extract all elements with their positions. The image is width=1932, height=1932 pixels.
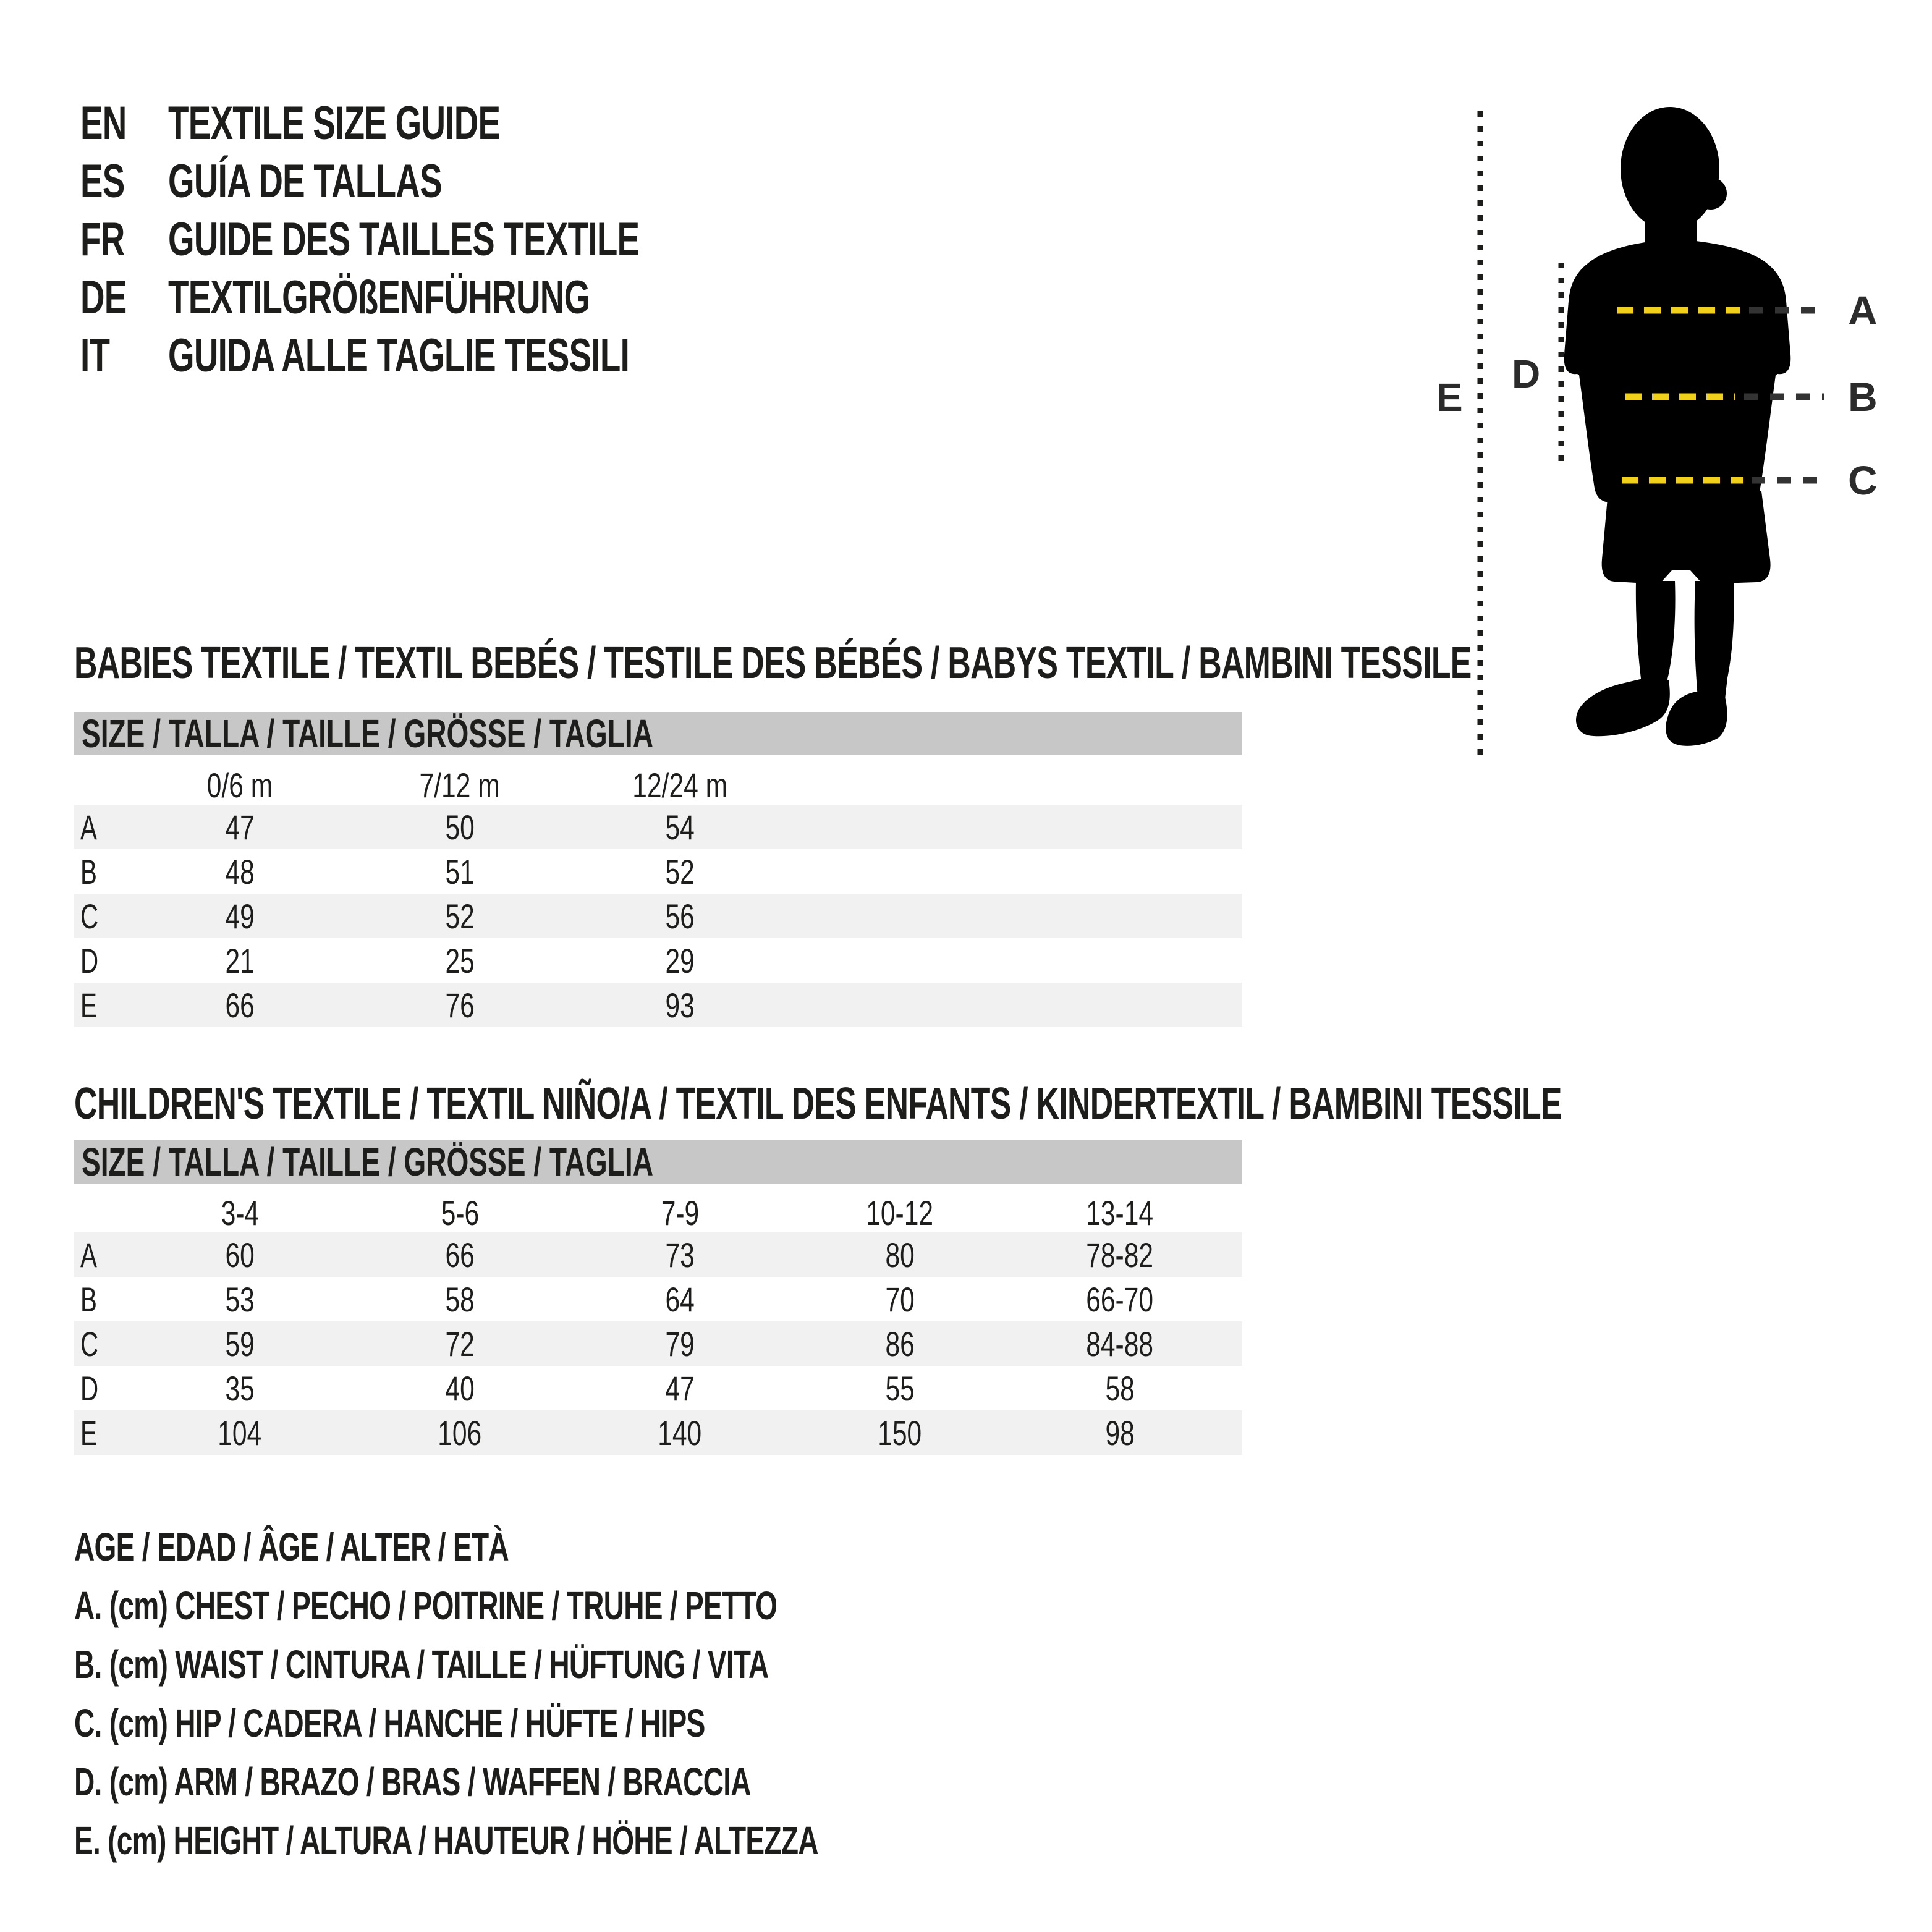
babies-heading-text: BABIES TEXTILE / TEXTIL BEBÉS / TESTILE DES BÉBÉS / BABYS TEXTIL / BAMBINI TESSILE [74, 638, 1472, 688]
children-size-header-text: SIZE / TALLA / TAILLE / GRÖSSE / TAGLIA [82, 1140, 653, 1184]
lang-title-en: TEXTILE SIZE GUIDE [168, 96, 501, 150]
cell-value: 25 [445, 941, 475, 980]
cell-value: 76 [445, 985, 475, 1025]
babies-column-headers [74, 763, 1242, 807]
children-table-row-e [74, 1410, 1242, 1455]
lang-code-fr: FR [80, 213, 125, 266]
cell-value: 104 [218, 1413, 262, 1452]
cell-value: 50 [445, 807, 475, 847]
cell-value: 52 [445, 896, 475, 936]
figure-label-b: B [1848, 374, 1878, 420]
children-column-headers [74, 1190, 1242, 1235]
cell-value: 86 [885, 1324, 915, 1363]
lang-title-it: GUIDA ALLE TAGLIE TESSILI [168, 329, 630, 382]
cell-value: 150 [878, 1413, 922, 1452]
language-title-list [80, 94, 823, 384]
children-table-row-c [74, 1321, 1242, 1366]
row-label: E [80, 1413, 97, 1452]
children-col-10-12: 10-12 [866, 1193, 934, 1232]
cell-value: 84-88 [1086, 1324, 1154, 1363]
cell-value: 80 [885, 1235, 915, 1274]
row-label: D [80, 941, 99, 980]
babies-size-header-text: SIZE / TALLA / TAILLE / GRÖSSE / TAGLIA [82, 711, 653, 756]
cell-value: 93 [665, 985, 695, 1025]
cell-value: 98 [1105, 1413, 1135, 1452]
cell-value: 66-70 [1086, 1279, 1154, 1319]
cell-value: 56 [665, 896, 695, 936]
children-col-7-9: 7-9 [661, 1193, 699, 1232]
lang-row-de [80, 268, 823, 326]
children-size-header-bar [74, 1140, 1242, 1184]
measurement-figure [1391, 59, 1932, 831]
legend-arm: D. (cm) ARM / BRAZO / BRAS / WAFFEN / BRACCIA [74, 1759, 751, 1804]
lang-row-fr [80, 210, 823, 268]
babies-table-row-b [74, 849, 1242, 894]
babies-section-heading [74, 638, 1932, 688]
measurement-legend [74, 1517, 1108, 1870]
cell-value: 106 [438, 1413, 482, 1452]
babies-table-row-c [74, 894, 1242, 938]
lang-code-es: ES [80, 155, 125, 208]
babies-size-header-bar [74, 712, 1242, 755]
lang-title-fr: GUIDE DES TAILLES TEXTILE [168, 213, 640, 266]
row-label: A [80, 807, 97, 847]
cell-value: 58 [445, 1279, 475, 1319]
children-heading-text: CHILDREN'S TEXTILE / TEXTIL NIÑO/A / TEXTIL DES ENFANTS / KINDERTEXTIL / BAMBINI TESSILE [74, 1079, 1562, 1129]
children-col-5-6: 5-6 [441, 1193, 479, 1232]
cell-value: 140 [658, 1413, 702, 1452]
row-label: E [80, 985, 97, 1025]
legend-chest: A. (cm) CHEST / PECHO / POITRINE / TRUHE / PETTO [74, 1583, 777, 1628]
legend-waist: B. (cm) WAIST / CINTURA / TAILLE / HÜFTUNG / VITA [74, 1642, 769, 1687]
cell-value: 70 [885, 1279, 915, 1319]
cell-value: 47 [665, 1368, 695, 1408]
cell-value: 58 [1105, 1368, 1135, 1408]
children-table-row-d [74, 1366, 1242, 1410]
cell-value: 66 [225, 985, 255, 1025]
legend-height: E. (cm) HEIGHT / ALTURA / HAUTEUR / HÖHE / ALTEZZA [74, 1818, 818, 1863]
lang-code-it: IT [80, 329, 110, 382]
row-label: B [80, 1279, 97, 1319]
lang-row-es [80, 152, 823, 210]
cell-value: 55 [885, 1368, 915, 1408]
cell-value: 79 [665, 1324, 695, 1363]
cell-value: 29 [665, 941, 695, 980]
babies-col-12-24m: 12/24 m [632, 765, 727, 805]
lang-row-it [80, 326, 823, 384]
cell-value: 73 [665, 1235, 695, 1274]
lang-code-de: DE [80, 271, 127, 324]
lang-title-es: GUÍA DE TALLAS [168, 155, 442, 208]
legend-hip: C. (cm) HIP / CADERA / HANCHE / HÜFTE / HIPS [74, 1700, 705, 1745]
cell-value: 60 [225, 1235, 255, 1274]
lang-title-de: TEXTILGRÖßENFÜHRUNG [168, 271, 590, 324]
cell-value: 47 [225, 807, 255, 847]
row-label: D [80, 1368, 99, 1408]
cell-value: 52 [665, 852, 695, 891]
row-label: A [80, 1235, 97, 1274]
children-section-heading [74, 1078, 1932, 1129]
cell-value: 49 [225, 896, 255, 936]
babies-table-row-e [74, 983, 1242, 1027]
children-table-row-a [74, 1232, 1242, 1277]
cell-value: 66 [445, 1235, 475, 1274]
row-label: C [80, 896, 99, 936]
children-col-13-14: 13-14 [1086, 1193, 1154, 1232]
lang-code-en: EN [80, 96, 127, 150]
figure-label-d: D [1512, 352, 1541, 396]
children-col-3-4: 3-4 [221, 1193, 259, 1232]
cell-value: 51 [445, 852, 475, 891]
babies-table-row-a [74, 805, 1242, 849]
cell-value: 59 [225, 1324, 255, 1363]
figure-label-c: C [1848, 457, 1878, 503]
babies-col-7-12m: 7/12 m [419, 765, 501, 805]
cell-value: 64 [665, 1279, 695, 1319]
cell-value: 21 [225, 941, 255, 980]
babies-col-0-6m: 0/6 m [206, 765, 273, 805]
figure-label-a: A [1848, 287, 1878, 333]
cell-value: 72 [445, 1324, 475, 1363]
row-label: B [80, 852, 97, 891]
cell-value: 53 [225, 1279, 255, 1319]
row-label: C [80, 1324, 99, 1363]
cell-value: 35 [225, 1368, 255, 1408]
figure-label-e: E [1436, 375, 1463, 420]
babies-table-row-d [74, 938, 1242, 983]
lang-row-en [80, 94, 823, 152]
cell-value: 48 [225, 852, 255, 891]
cell-value: 54 [665, 807, 695, 847]
cell-value: 78-82 [1086, 1235, 1154, 1274]
cell-value: 40 [445, 1368, 475, 1408]
legend-age: AGE / EDAD / ÂGE / ALTER / ETÀ [74, 1524, 509, 1569]
children-table-row-b [74, 1277, 1242, 1321]
